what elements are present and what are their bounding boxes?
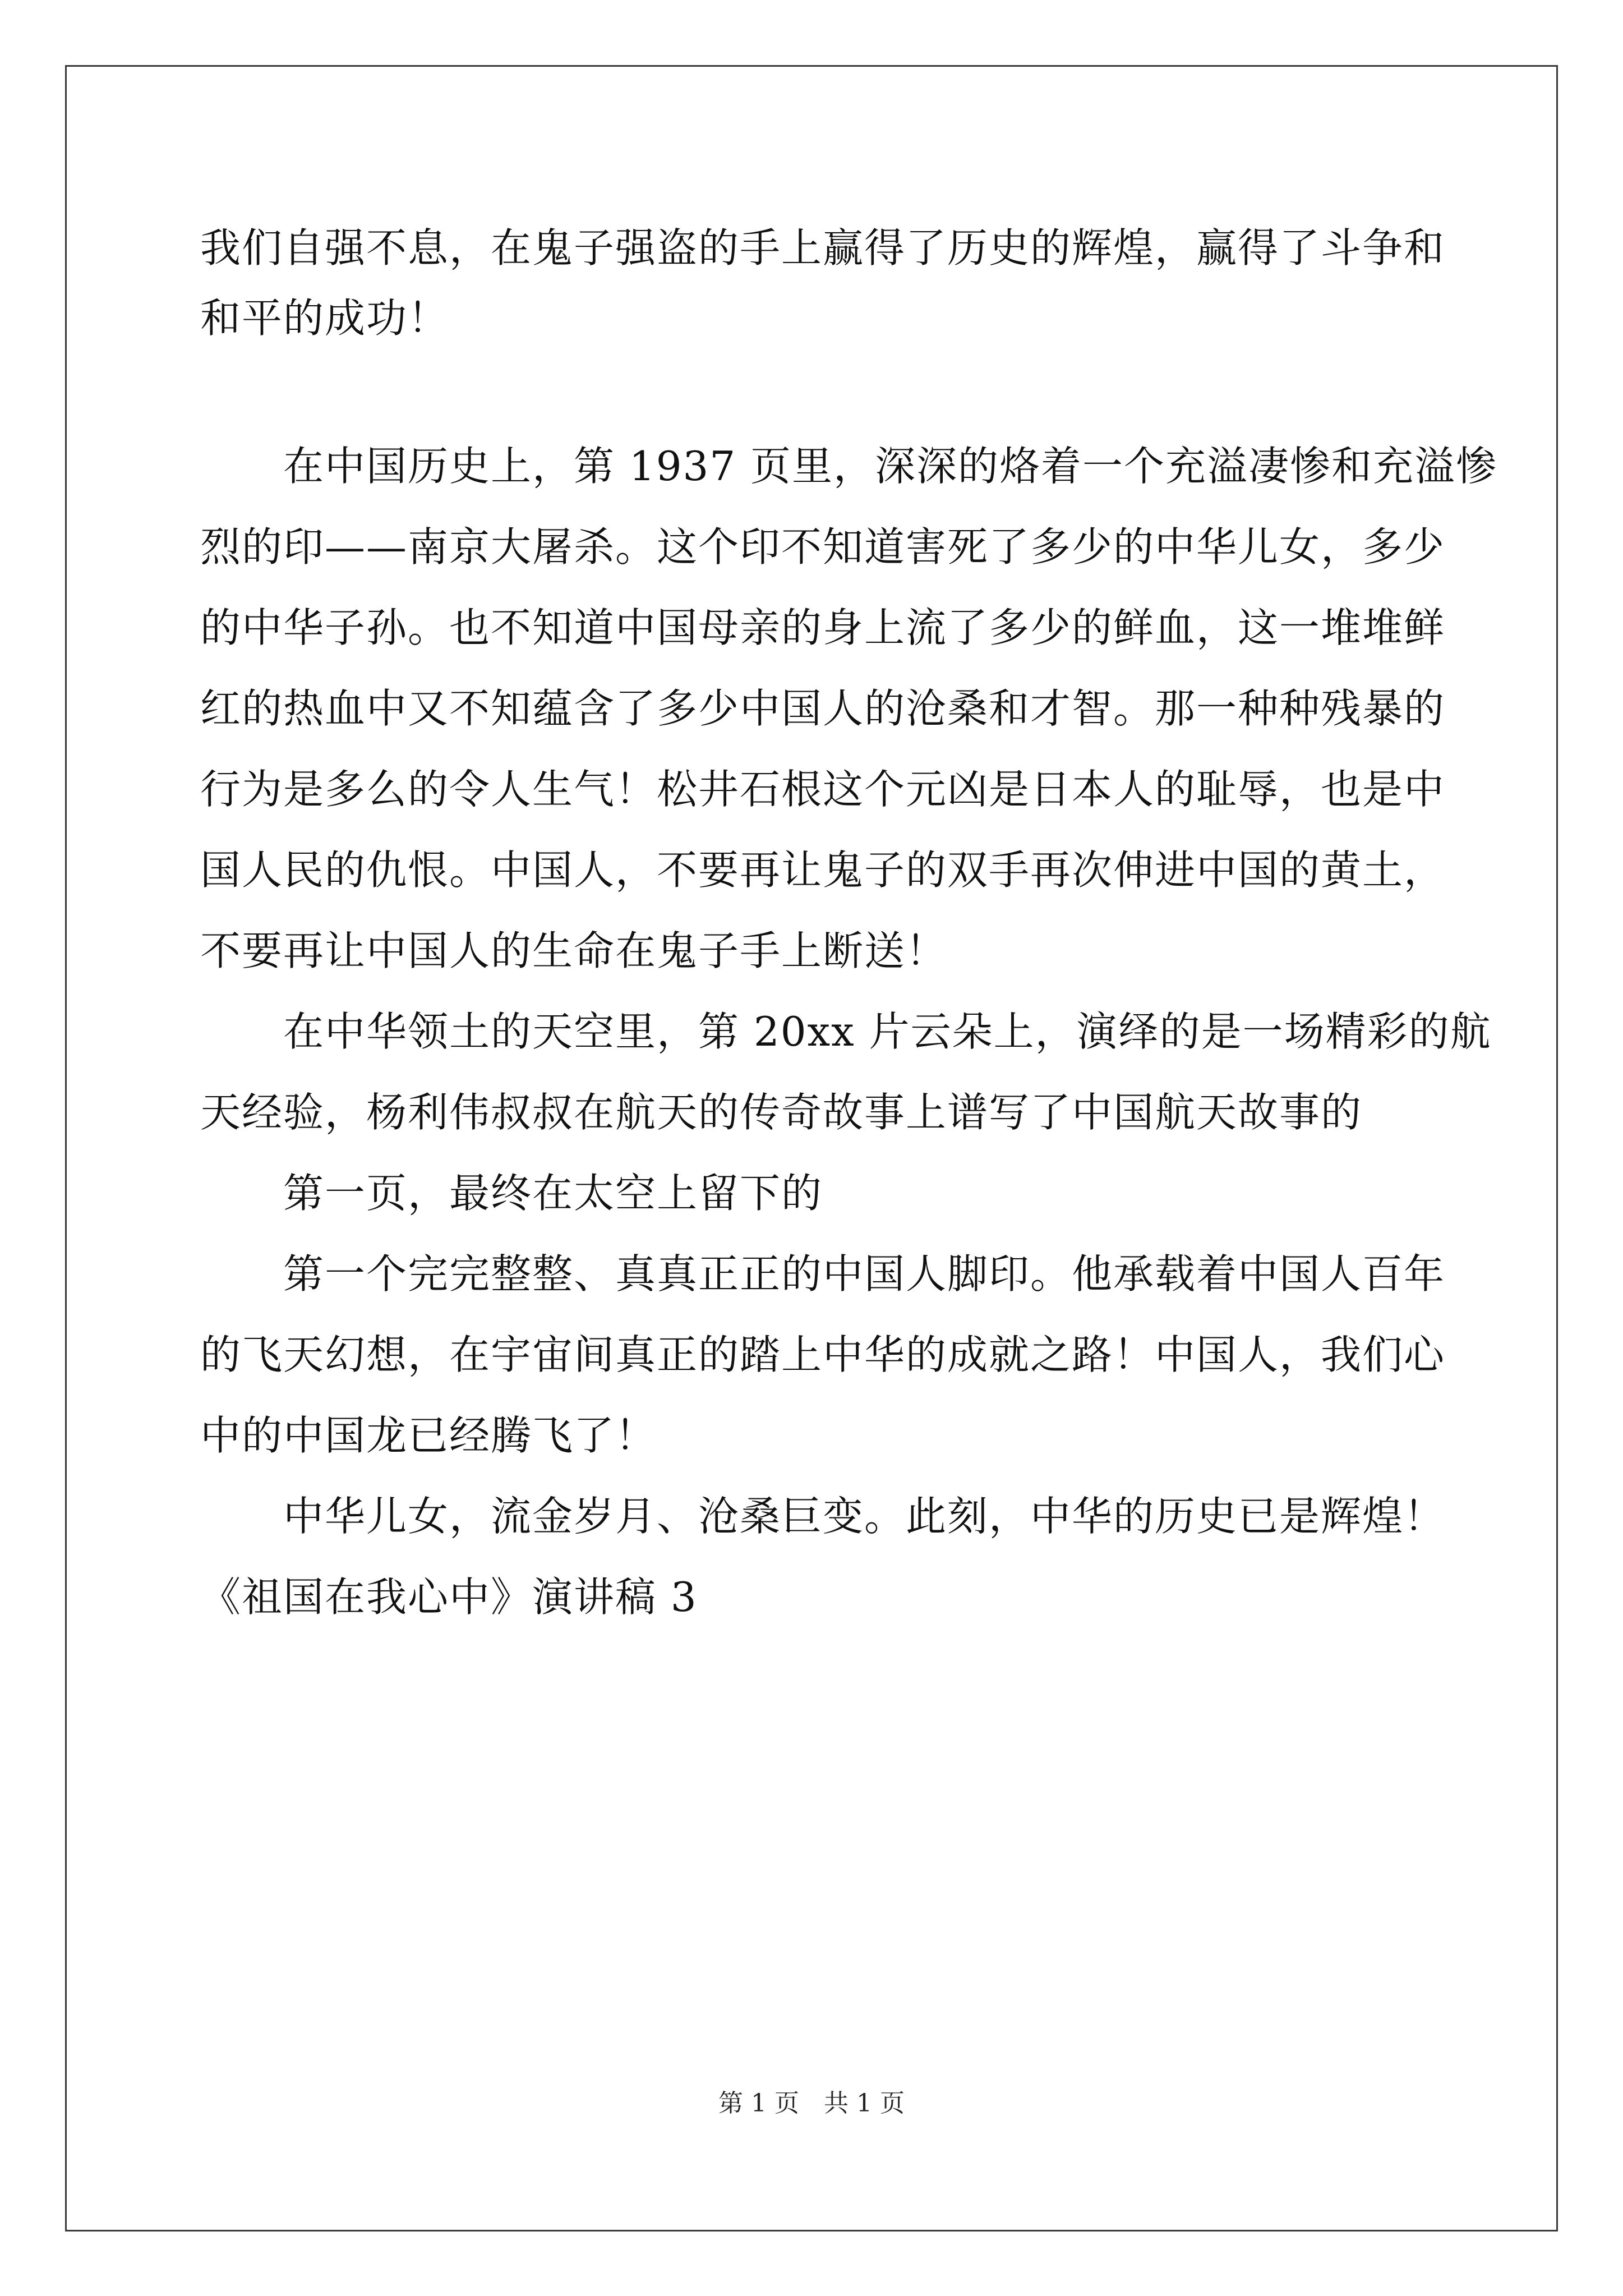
text-line: 我们自强不息，在鬼子强盗的手上赢得了历史的辉煌，赢得了斗争和 (200, 224, 1446, 272)
text-line: 国人民的仇恨。中国人，不要再让鬼子的双手再次伸进中国的黄土， (200, 846, 1446, 894)
text-line: 第一页，最终在太空上留下的 (200, 1170, 823, 1217)
text-line: 行为是多么的令人生气！松井石根这个元凶是日本人的耻辱，也是中 (200, 766, 1446, 813)
text-line: 在中华领土的天空里，第 20xx 片云朵上，演绎的是一场精彩的航 (200, 1008, 1492, 1055)
text-line: 天经验，杨利伟叔叔在航天的传奇故事上谱写了中国航天故事的 (200, 1089, 1363, 1136)
text-line: 不要再让中国人的生命在鬼子手上断送！ (200, 927, 948, 974)
text-line: 烈的印——南京大屠杀。这个印不知道害死了多少的中华儿女，多少 (200, 523, 1446, 570)
text-line: 中华儿女，流金岁月、沧桑巨变。此刻，中华的历史已是辉煌！ (200, 1493, 1446, 1540)
text-line: 的飞天幻想，在宇宙间真正的踏上中华的成就之路！中国人，我们心 (200, 1331, 1446, 1378)
text-line: 和平的成功！ (200, 295, 450, 342)
page-border (65, 65, 1558, 2231)
text-line: 中的中国龙已经腾飞了！ (200, 1412, 657, 1459)
text-line: 《祖国在我心中》演讲稿 3 (200, 1573, 698, 1621)
text-line: 第一个完完整整、真真正正的中国人脚印。他承载着中国人百年 (200, 1250, 1446, 1297)
text-line: 红的热血中又不知蕴含了多少中国人的沧桑和才智。那一种种残暴的 (200, 685, 1446, 732)
page-footer: 第 1 页 共 1 页 (718, 2089, 905, 2118)
text-line: 的中华子孙。也不知道中国母亲的身上流了多少的鲜血，这一堆堆鲜 (200, 604, 1446, 651)
text-line: 在中国历史上，第 1937 页里，深深的烙着一个充溢凄惨和充溢惨 (200, 443, 1498, 490)
